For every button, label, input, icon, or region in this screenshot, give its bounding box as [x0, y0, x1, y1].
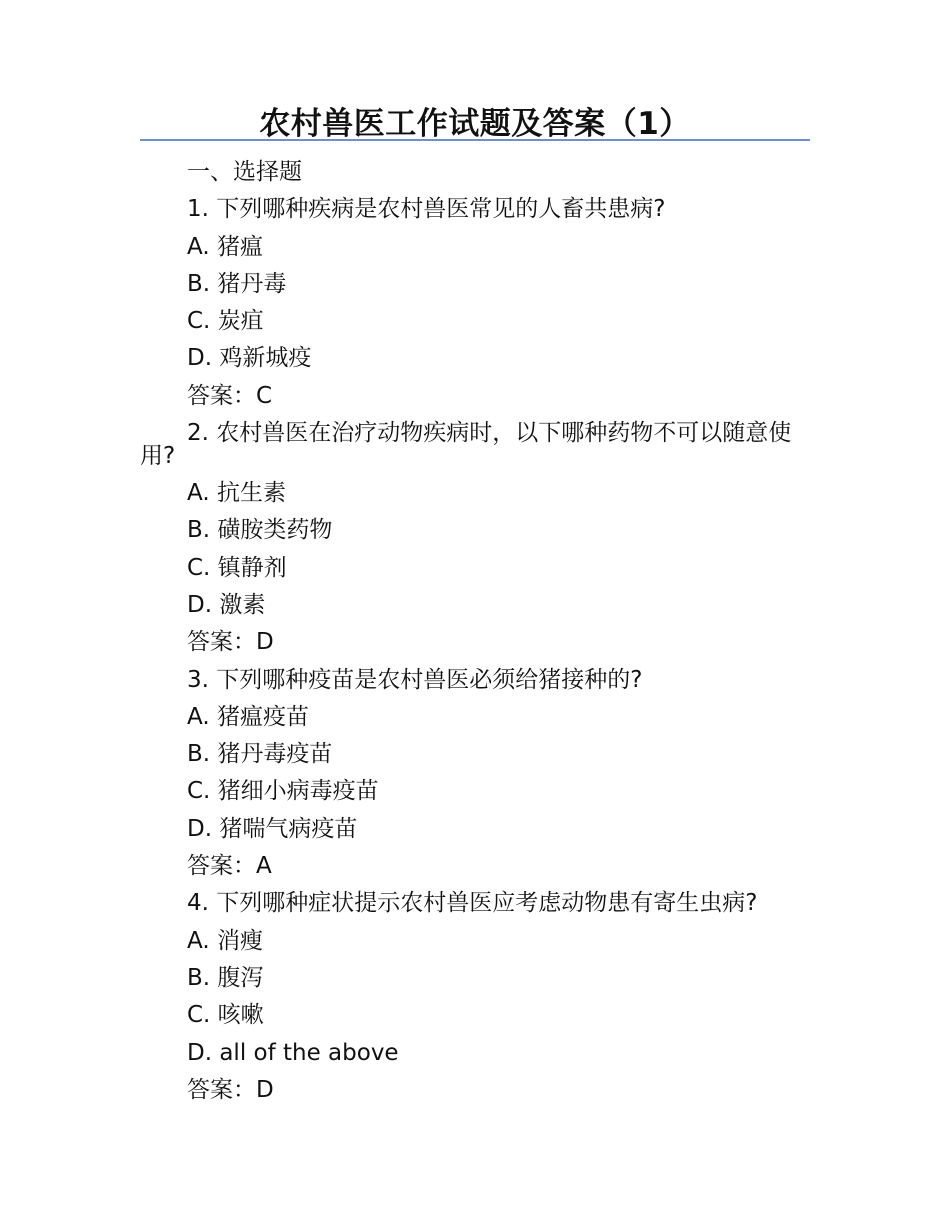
question-1-option-a: A. 猪瘟: [187, 233, 263, 260]
question-2-text: 2. 农村兽医在治疗动物疾病时，以下哪种药物不可以随意使用?: [140, 420, 792, 470]
document-title: 农村兽医工作试题及答案（1）: [259, 106, 691, 142]
question-4-text: 4. 下列哪种症状提示农村兽医应考虑动物患有寄生虫病?: [187, 890, 758, 917]
question-3-option-c: C. 猪细小病毒疫苗: [187, 778, 379, 805]
question-4-answer: 答案：D: [187, 1076, 274, 1103]
question-1-text: 1. 下列哪种疾病是农村兽医常见的人畜共患病?: [187, 196, 666, 223]
question-2-option-d: D. 激素: [187, 591, 266, 618]
question-4-option-b: B. 腹泻: [187, 964, 264, 991]
question-4-option-d: D. all of the above: [187, 1039, 399, 1066]
question-2-option-c: C. 镇静剂: [187, 554, 287, 581]
section-heading: 一、选择题: [187, 159, 302, 185]
document-body: [140, 154, 810, 1109]
question-2-option-b: B. 磺胺类药物: [187, 517, 333, 544]
question-4-option-a: A. 消瘦: [187, 927, 263, 954]
question-4-option-c: C. 咳嗽: [187, 1002, 264, 1029]
question-1-option-c: C. 炭疽: [187, 308, 264, 335]
question-1-option-b: B. 猪丹毒: [187, 270, 287, 297]
question-2-answer: 答案：D: [187, 629, 274, 656]
question-3-text: 3. 下列哪种疫苗是农村兽医必须给猪接种的?: [187, 666, 643, 693]
question-3-answer: 答案：A: [187, 853, 272, 880]
question-3-option-b: B. 猪丹毒疫苗: [187, 741, 333, 768]
question-3-option-d: D. 猪喘气病疫苗: [187, 815, 358, 842]
question-3-option-a: A. 猪瘟疫苗: [187, 703, 309, 730]
title-underline: [140, 139, 810, 141]
question-2-option-a: A. 抗生素: [187, 480, 286, 507]
question-1-answer: 答案：C: [187, 382, 273, 409]
question-1-option-d: D. 鸡新城疫: [187, 345, 312, 372]
